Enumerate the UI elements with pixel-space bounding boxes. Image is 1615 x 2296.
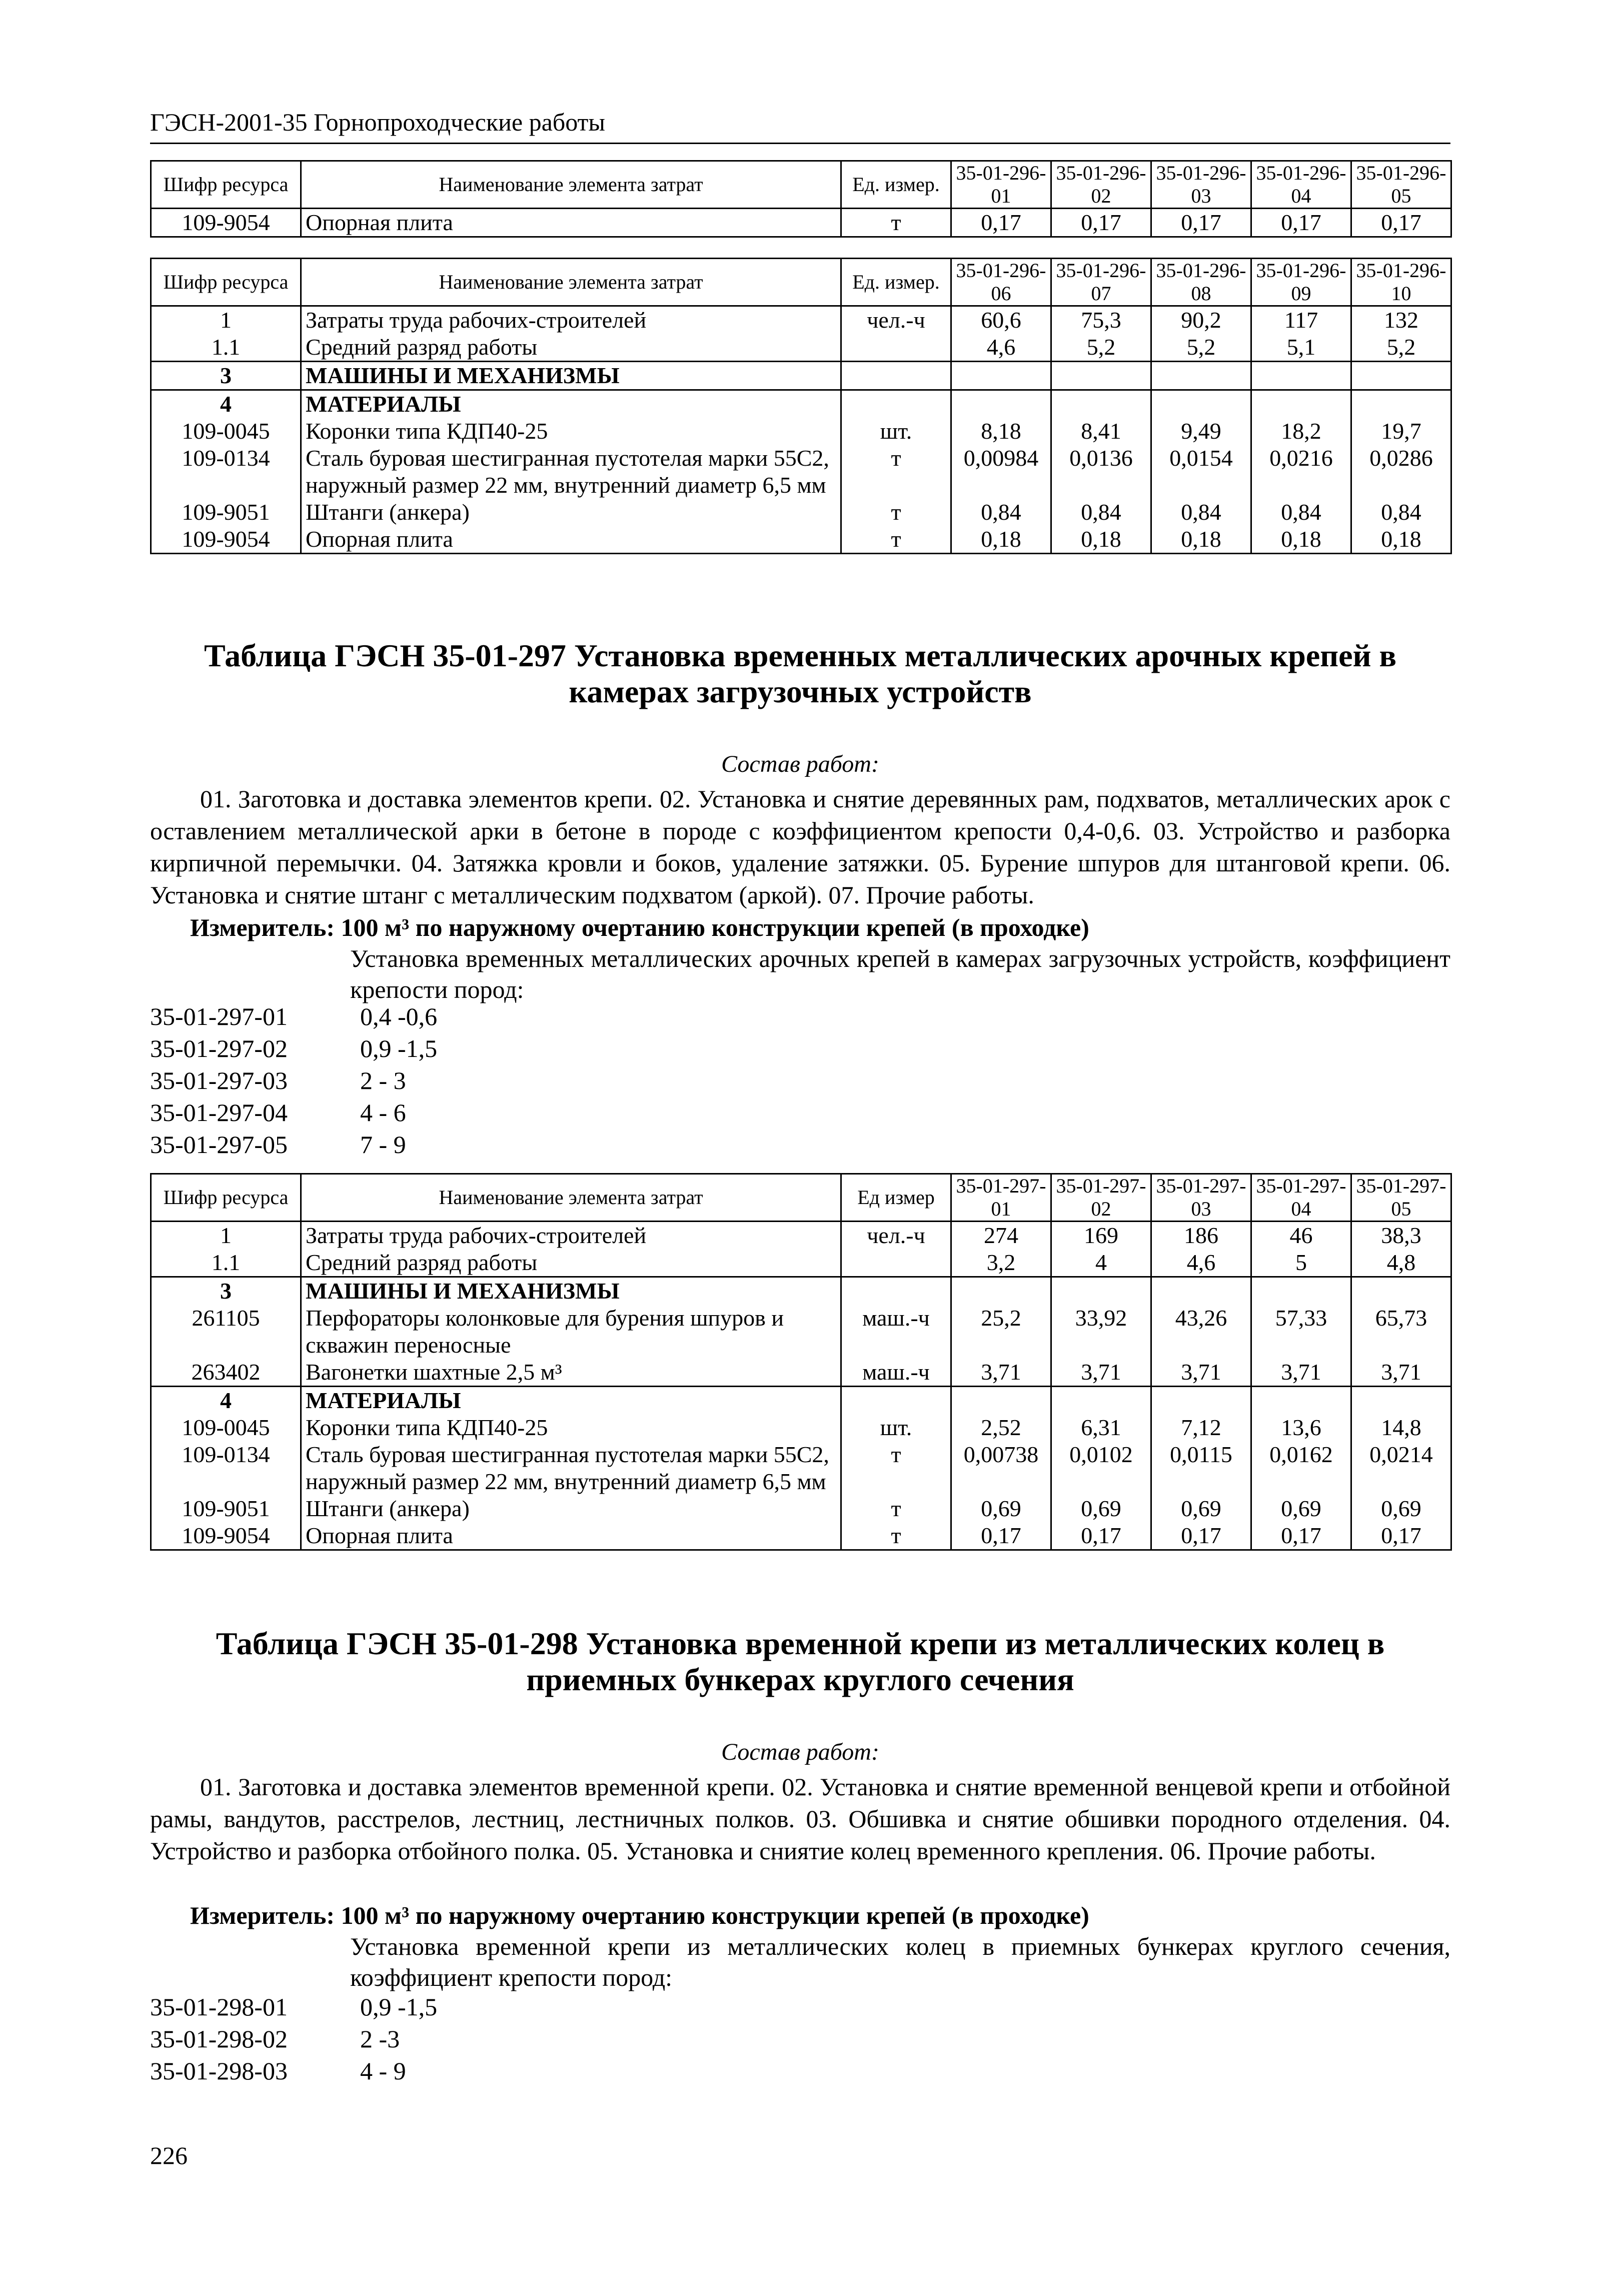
cell-value: 0,00984 (951, 445, 1051, 499)
table-header-row (151, 161, 1451, 209)
table-row (151, 1305, 1451, 1359)
cell-code: 109-0134 (151, 1441, 301, 1495)
cell-value: 0,0115 (1151, 1441, 1251, 1495)
cell-value: 169 (1051, 1222, 1151, 1250)
cell-value: 57,33 (1251, 1305, 1351, 1359)
page-number: 226 (150, 2141, 188, 2169)
table-header-row (151, 1174, 1451, 1222)
cell-unit: т (841, 209, 951, 237)
cell-value (951, 362, 1051, 390)
cell-value: 0,17 (1051, 209, 1151, 237)
cell-value: 0,18 (951, 526, 1051, 554)
cell-value: 117 (1251, 306, 1351, 334)
cell-value: 0,18 (1151, 526, 1251, 554)
cell-value: 4,6 (1151, 1249, 1251, 1277)
cell-code: 4 (151, 390, 301, 418)
cell-value: 38,3 (1351, 1222, 1451, 1250)
table-row (151, 209, 1451, 237)
header-cell: Ед. измер. (841, 161, 951, 209)
norm-description: Установка временных металлических арочных крепей в камерах загрузочных устройств, коэффициент крепости пород: (350, 944, 1450, 1003)
cell-name: Опорная плита (301, 526, 841, 554)
norm-code: 35-01-297-05 (150, 1130, 288, 1159)
header-cell: 35-01-296-06 (951, 259, 1051, 306)
norm-code: 35-01-297-01 (150, 1002, 288, 1030)
cell-value: 132 (1351, 306, 1451, 334)
norm-code-row (150, 1096, 437, 1128)
cell-unit: т (841, 526, 951, 554)
cell-name: Штанги (анкера) (301, 1495, 841, 1522)
cell-value (951, 1277, 1051, 1305)
table-row (151, 334, 1451, 362)
cell-unit (841, 334, 951, 362)
cell-code: 1 (151, 306, 301, 334)
cell-value: 0,0136 (1051, 445, 1151, 499)
cell-value: 19,7 (1351, 418, 1451, 445)
cell-value (951, 390, 1051, 418)
cell-value: 0,69 (1151, 1495, 1251, 1522)
cell-unit (841, 1277, 951, 1305)
header-cell: 35-01-296-03 (1151, 161, 1251, 209)
norm-code: 35-01-298-01 (150, 1993, 288, 2021)
meter-line (190, 1901, 1089, 1930)
cell-name: Штанги (анкера) (301, 499, 841, 526)
cell-name: Средний разряд работы (301, 1249, 841, 1277)
cell-name: МАТЕРИАЛЫ (301, 390, 841, 418)
norm-code-value: 4 - 9 (360, 2057, 406, 2085)
cell-unit: маш.-ч (841, 1305, 951, 1359)
cell-unit: т (841, 445, 951, 499)
cell-value: 7,12 (1151, 1414, 1251, 1441)
table-heading-297: Таблица ГЭСН 35-01-297 Установка временных металлических арочных крепей в камерах загрузочных устройств (204, 638, 1396, 709)
table-row (151, 418, 1451, 445)
table-row (151, 1414, 1451, 1441)
cell-code: 109-9054 (151, 209, 301, 237)
norm-code-value: 0,4 -0,6 (360, 1002, 438, 1030)
cell-value: 3,71 (1051, 1359, 1151, 1387)
header-cell: 35-01-297-04 (1251, 1174, 1351, 1222)
cell-code: 261105 (151, 1305, 301, 1359)
cell-unit: шт. (841, 1414, 951, 1441)
cell-name: Средний разряд работы (301, 334, 841, 362)
norm-code-row (150, 1991, 437, 2023)
header-cell: 35-01-296-04 (1251, 161, 1351, 209)
cell-value: 4,6 (951, 334, 1051, 362)
cell-name: Вагонетки шахтные 2,5 м³ (301, 1359, 841, 1387)
cell-unit: т (841, 1441, 951, 1495)
cell-name: Затраты труда рабочих-строителей (301, 1222, 841, 1250)
document-page (150, 0, 1450, 2296)
norm-code-value: 0,9 -1,5 (360, 1993, 438, 2021)
cell-code: 109-9054 (151, 1522, 301, 1550)
cell-value: 8,41 (1051, 418, 1151, 445)
cell-value: 0,17 (1251, 209, 1351, 237)
table-body (151, 209, 1451, 237)
norm-code-row (150, 1128, 437, 1161)
cell-value (1251, 390, 1351, 418)
cell-value: 0,17 (1151, 1522, 1251, 1550)
cell-value (1151, 362, 1251, 390)
cell-unit: шт. (841, 418, 951, 445)
cell-code: 1.1 (151, 1249, 301, 1277)
norm-codes-list (150, 1000, 437, 1161)
table-row (151, 1249, 1451, 1277)
cell-value (1351, 1277, 1451, 1305)
works-composition-label: Состав работ: (721, 751, 879, 777)
header-cell: Шифр ресурса (151, 1174, 301, 1222)
cell-value: 3,71 (1151, 1359, 1251, 1387)
header-cell: Шифр ресурса (151, 259, 301, 306)
cell-value: 0,0286 (1351, 445, 1451, 499)
cell-value: 65,73 (1351, 1305, 1451, 1359)
cell-value (1051, 362, 1151, 390)
cell-value: 46 (1251, 1222, 1351, 1250)
cell-code: 3 (151, 1277, 301, 1305)
norm-code-row (150, 1032, 437, 1064)
cell-name: МАТЕРИАЛЫ (301, 1387, 841, 1415)
header-cell: 35-01-297-01 (951, 1174, 1051, 1222)
cell-unit: т (841, 499, 951, 526)
meter-line (190, 913, 1089, 942)
cell-name: Коронки типа КДП40-25 (301, 1414, 841, 1441)
cell-value (1351, 362, 1451, 390)
cell-code: 109-9051 (151, 499, 301, 526)
cell-value (1251, 1277, 1351, 1305)
cell-value: 3,71 (1351, 1359, 1451, 1387)
works-composition-text: 01. Заготовка и доставка элементов крепи. 02. Установка и снятие деревянных рам, подхватов, металлических арок с оставлением металлической арки в бетоне в породе с коэффициентом крепости 0,4-0,6. 03. Устройство и разборка кирпичной перемычки. 04. Затяжка кровли и боков, удаление затяжки. 05. Бурение шпуров для штанговой крепи. 06. Установка и снятие штанг с металлическим подхватом (аркой). 07. Прочие работы. (150, 785, 1450, 909)
cell-value: 0,84 (1151, 499, 1251, 526)
cell-value: 0,17 (1151, 209, 1251, 237)
table-row (151, 1359, 1451, 1387)
norm-code: 35-01-297-02 (150, 1034, 288, 1062)
cell-value: 2,52 (951, 1414, 1051, 1441)
meter-label: Измеритель: (190, 913, 335, 941)
cell-unit: маш.-ч (841, 1359, 951, 1387)
header-cell: Наименование элемента затрат (301, 161, 841, 209)
cell-code: 109-9054 (151, 526, 301, 554)
norm-code-value: 2 -3 (360, 2025, 400, 2053)
cell-value: 14,8 (1351, 1414, 1451, 1441)
cell-value: 0,84 (1351, 499, 1451, 526)
cell-value: 25,2 (951, 1305, 1051, 1359)
cell-unit: т (841, 1522, 951, 1550)
cell-value: 18,2 (1251, 418, 1351, 445)
cell-name: Перфораторы колонковые для бурения шпуров и скважин переносные (301, 1305, 841, 1359)
cell-value: 0,69 (1351, 1495, 1451, 1522)
cell-value (1251, 362, 1351, 390)
table-row (151, 362, 1451, 390)
norm-code-value: 4 - 6 (360, 1098, 406, 1126)
cell-value: 0,17 (951, 1522, 1051, 1550)
cell-value: 0,0162 (1251, 1441, 1351, 1495)
table-heading-298: Таблица ГЭСН 35-01-298 Установка временной крепи из металлических колец в приемных бункерах круглого сечения (216, 1626, 1385, 1697)
norm-code: 35-01-297-04 (150, 1098, 288, 1126)
cell-value (1351, 1387, 1451, 1415)
cell-code: 109-0134 (151, 445, 301, 499)
cell-value: 0,17 (1351, 1522, 1451, 1550)
header-cell: 35-01-296-08 (1151, 259, 1251, 306)
cell-value: 0,18 (1251, 526, 1351, 554)
cell-name: Опорная плита (301, 1522, 841, 1550)
cell-value: 0,17 (1251, 1522, 1351, 1550)
cell-value: 3,71 (1251, 1359, 1351, 1387)
table-row (151, 526, 1451, 554)
header-cell: 35-01-297-02 (1051, 1174, 1151, 1222)
table-row (151, 1387, 1451, 1415)
table-row (151, 390, 1451, 418)
works-composition-text: 01. Заготовка и доставка элементов временной крепи. 02. Установка и снятие временной венцевой крепи и отбойной рамы, вандутов, расстрелов, лестниц, лестничных полков. 03. Обшивка и снятие обшивки породного отделения. 04. Устройство и разборка отбойного полка. 05. Установка и сниятие колец временного крепления. 06. Прочие работы. (150, 1773, 1450, 1865)
table-row (151, 1277, 1451, 1305)
cell-name: МАШИНЫ И МЕХАНИЗМЫ (301, 1277, 841, 1305)
header-cell: 35-01-296-10 (1351, 259, 1451, 306)
cell-value: 3,71 (951, 1359, 1051, 1387)
header-cell: 35-01-296-09 (1251, 259, 1351, 306)
norm-code-value: 2 - 3 (360, 1066, 406, 1094)
table-row (151, 445, 1451, 499)
cell-name: Сталь буровая шестигранная пустотелая марки 55С2, наружный размер 22 мм, внутренний диаметр 6,5 мм (301, 1441, 841, 1495)
table-row (151, 1222, 1451, 1250)
cell-value: 9,49 (1151, 418, 1251, 445)
cell-code: 263402 (151, 1359, 301, 1387)
header-cell: 35-01-297-03 (1151, 1174, 1251, 1222)
meter-value: 100 м³ по наружному очертанию конструкции крепей (в проходке) (341, 1901, 1089, 1929)
cell-value (1151, 1277, 1251, 1305)
table-row (151, 1522, 1451, 1550)
norm-code: 35-01-298-03 (150, 2057, 288, 2085)
resource-table-297 (150, 1173, 1452, 1551)
table-body (151, 306, 1451, 554)
cell-value: 6,31 (1051, 1414, 1151, 1441)
cell-unit: чел.-ч (841, 1222, 951, 1250)
table-row (151, 499, 1451, 526)
cell-value (1251, 1387, 1351, 1415)
cell-value: 0,69 (1051, 1495, 1151, 1522)
norm-code-row (150, 2023, 437, 2055)
cell-name: Опорная плита (301, 209, 841, 237)
works-composition-label: Состав работ: (721, 1739, 879, 1765)
header-cell: 35-01-296-02 (1051, 161, 1151, 209)
cell-value: 0,84 (1251, 499, 1351, 526)
cell-value: 0,0216 (1251, 445, 1351, 499)
header-cell: Ед измер (841, 1174, 951, 1222)
cell-value (951, 1387, 1051, 1415)
norm-code-row (150, 2055, 437, 2087)
header-rule (150, 143, 1450, 144)
table-body (151, 1222, 1451, 1550)
cell-value: 0,0102 (1051, 1441, 1151, 1495)
cell-value: 0,00738 (951, 1441, 1051, 1495)
header-cell: Наименование элемента затрат (301, 259, 841, 306)
norm-code: 35-01-298-02 (150, 2025, 288, 2053)
header-cell: Шифр ресурса (151, 161, 301, 209)
cell-name: Затраты труда рабочих-строителей (301, 306, 841, 334)
norm-codes-list (150, 1991, 437, 2087)
cell-unit (841, 1249, 951, 1277)
header-cell: 35-01-296-05 (1351, 161, 1451, 209)
cell-value: 0,0154 (1151, 445, 1251, 499)
cell-value: 186 (1151, 1222, 1251, 1250)
cell-code: 4 (151, 1387, 301, 1415)
cell-value: 8,18 (951, 418, 1051, 445)
cell-value: 3,2 (951, 1249, 1051, 1277)
cell-code: 109-0045 (151, 418, 301, 445)
table-row (151, 306, 1451, 334)
table-row (151, 1441, 1451, 1495)
cell-value: 0,69 (951, 1495, 1051, 1522)
resource-table-296-06-10 (150, 258, 1452, 554)
cell-value: 0,69 (1251, 1495, 1351, 1522)
norm-code-value: 7 - 9 (360, 1130, 406, 1159)
cell-value (1051, 1387, 1151, 1415)
cell-code: 1 (151, 1222, 301, 1250)
meter-value: 100 м³ по наружному очертанию конструкции крепей (в проходке) (341, 913, 1089, 941)
cell-value: 0,84 (951, 499, 1051, 526)
cell-unit: т (841, 1495, 951, 1522)
cell-value (1151, 1387, 1251, 1415)
cell-value: 75,3 (1051, 306, 1151, 334)
norm-code-row (150, 1000, 437, 1032)
norm-code-value: 0,9 -1,5 (360, 1034, 438, 1062)
cell-unit: чел.-ч (841, 306, 951, 334)
cell-value: 5,2 (1051, 334, 1151, 362)
norm-description: Установка временной крепи из металлических колец в приемных бункерах круглого сечения, коэффициент крепости пород: (350, 1932, 1450, 1991)
cell-value: 0,0214 (1351, 1441, 1451, 1495)
cell-value: 274 (951, 1222, 1051, 1250)
cell-value: 0,18 (1051, 526, 1151, 554)
table-header-row (151, 259, 1451, 306)
cell-unit (841, 1387, 951, 1415)
cell-code: 3 (151, 362, 301, 390)
cell-unit (841, 390, 951, 418)
header-cell: 35-01-297-05 (1351, 1174, 1451, 1222)
cell-value: 4,8 (1351, 1249, 1451, 1277)
cell-value: 60,6 (951, 306, 1051, 334)
header-cell: Наименование элемента затрат (301, 1174, 841, 1222)
cell-name: Сталь буровая шестигранная пустотелая марки 55С2, наружный размер 22 мм, внутренний диаметр 6,5 мм (301, 445, 841, 499)
running-header: ГЭСН-2001-35 Горнопроходческие работы (150, 108, 605, 136)
cell-value: 0,18 (1351, 526, 1451, 554)
cell-value: 43,26 (1151, 1305, 1251, 1359)
cell-name: МАШИНЫ И МЕХАНИЗМЫ (301, 362, 841, 390)
cell-value: 33,92 (1051, 1305, 1151, 1359)
header-cell: 35-01-296-01 (951, 161, 1051, 209)
cell-value: 0,17 (1351, 209, 1451, 237)
cell-value (1151, 390, 1251, 418)
cell-value: 90,2 (1151, 306, 1251, 334)
cell-value: 5,2 (1151, 334, 1251, 362)
cell-code: 109-9051 (151, 1495, 301, 1522)
norm-code-row (150, 1064, 437, 1096)
cell-value: 0,84 (1051, 499, 1151, 526)
norm-code: 35-01-297-03 (150, 1066, 288, 1094)
cell-code: 1.1 (151, 334, 301, 362)
cell-value: 5,2 (1351, 334, 1451, 362)
cell-value: 4 (1051, 1249, 1151, 1277)
cell-value: 5,1 (1251, 334, 1351, 362)
resource-table-296-01-05 (150, 160, 1452, 238)
header-cell: 35-01-296-07 (1051, 259, 1151, 306)
cell-value (1051, 390, 1151, 418)
cell-value: 5 (1251, 1249, 1351, 1277)
cell-unit (841, 362, 951, 390)
cell-value: 13,6 (1251, 1414, 1351, 1441)
cell-value (1351, 390, 1451, 418)
meter-label: Измеритель: (190, 1901, 335, 1929)
cell-name: Коронки типа КДП40-25 (301, 418, 841, 445)
cell-value: 0,17 (1051, 1522, 1151, 1550)
table-row (151, 1495, 1451, 1522)
cell-value: 0,17 (951, 209, 1051, 237)
header-cell: Ед. измер. (841, 259, 951, 306)
cell-value (1051, 1277, 1151, 1305)
cell-code: 109-0045 (151, 1414, 301, 1441)
